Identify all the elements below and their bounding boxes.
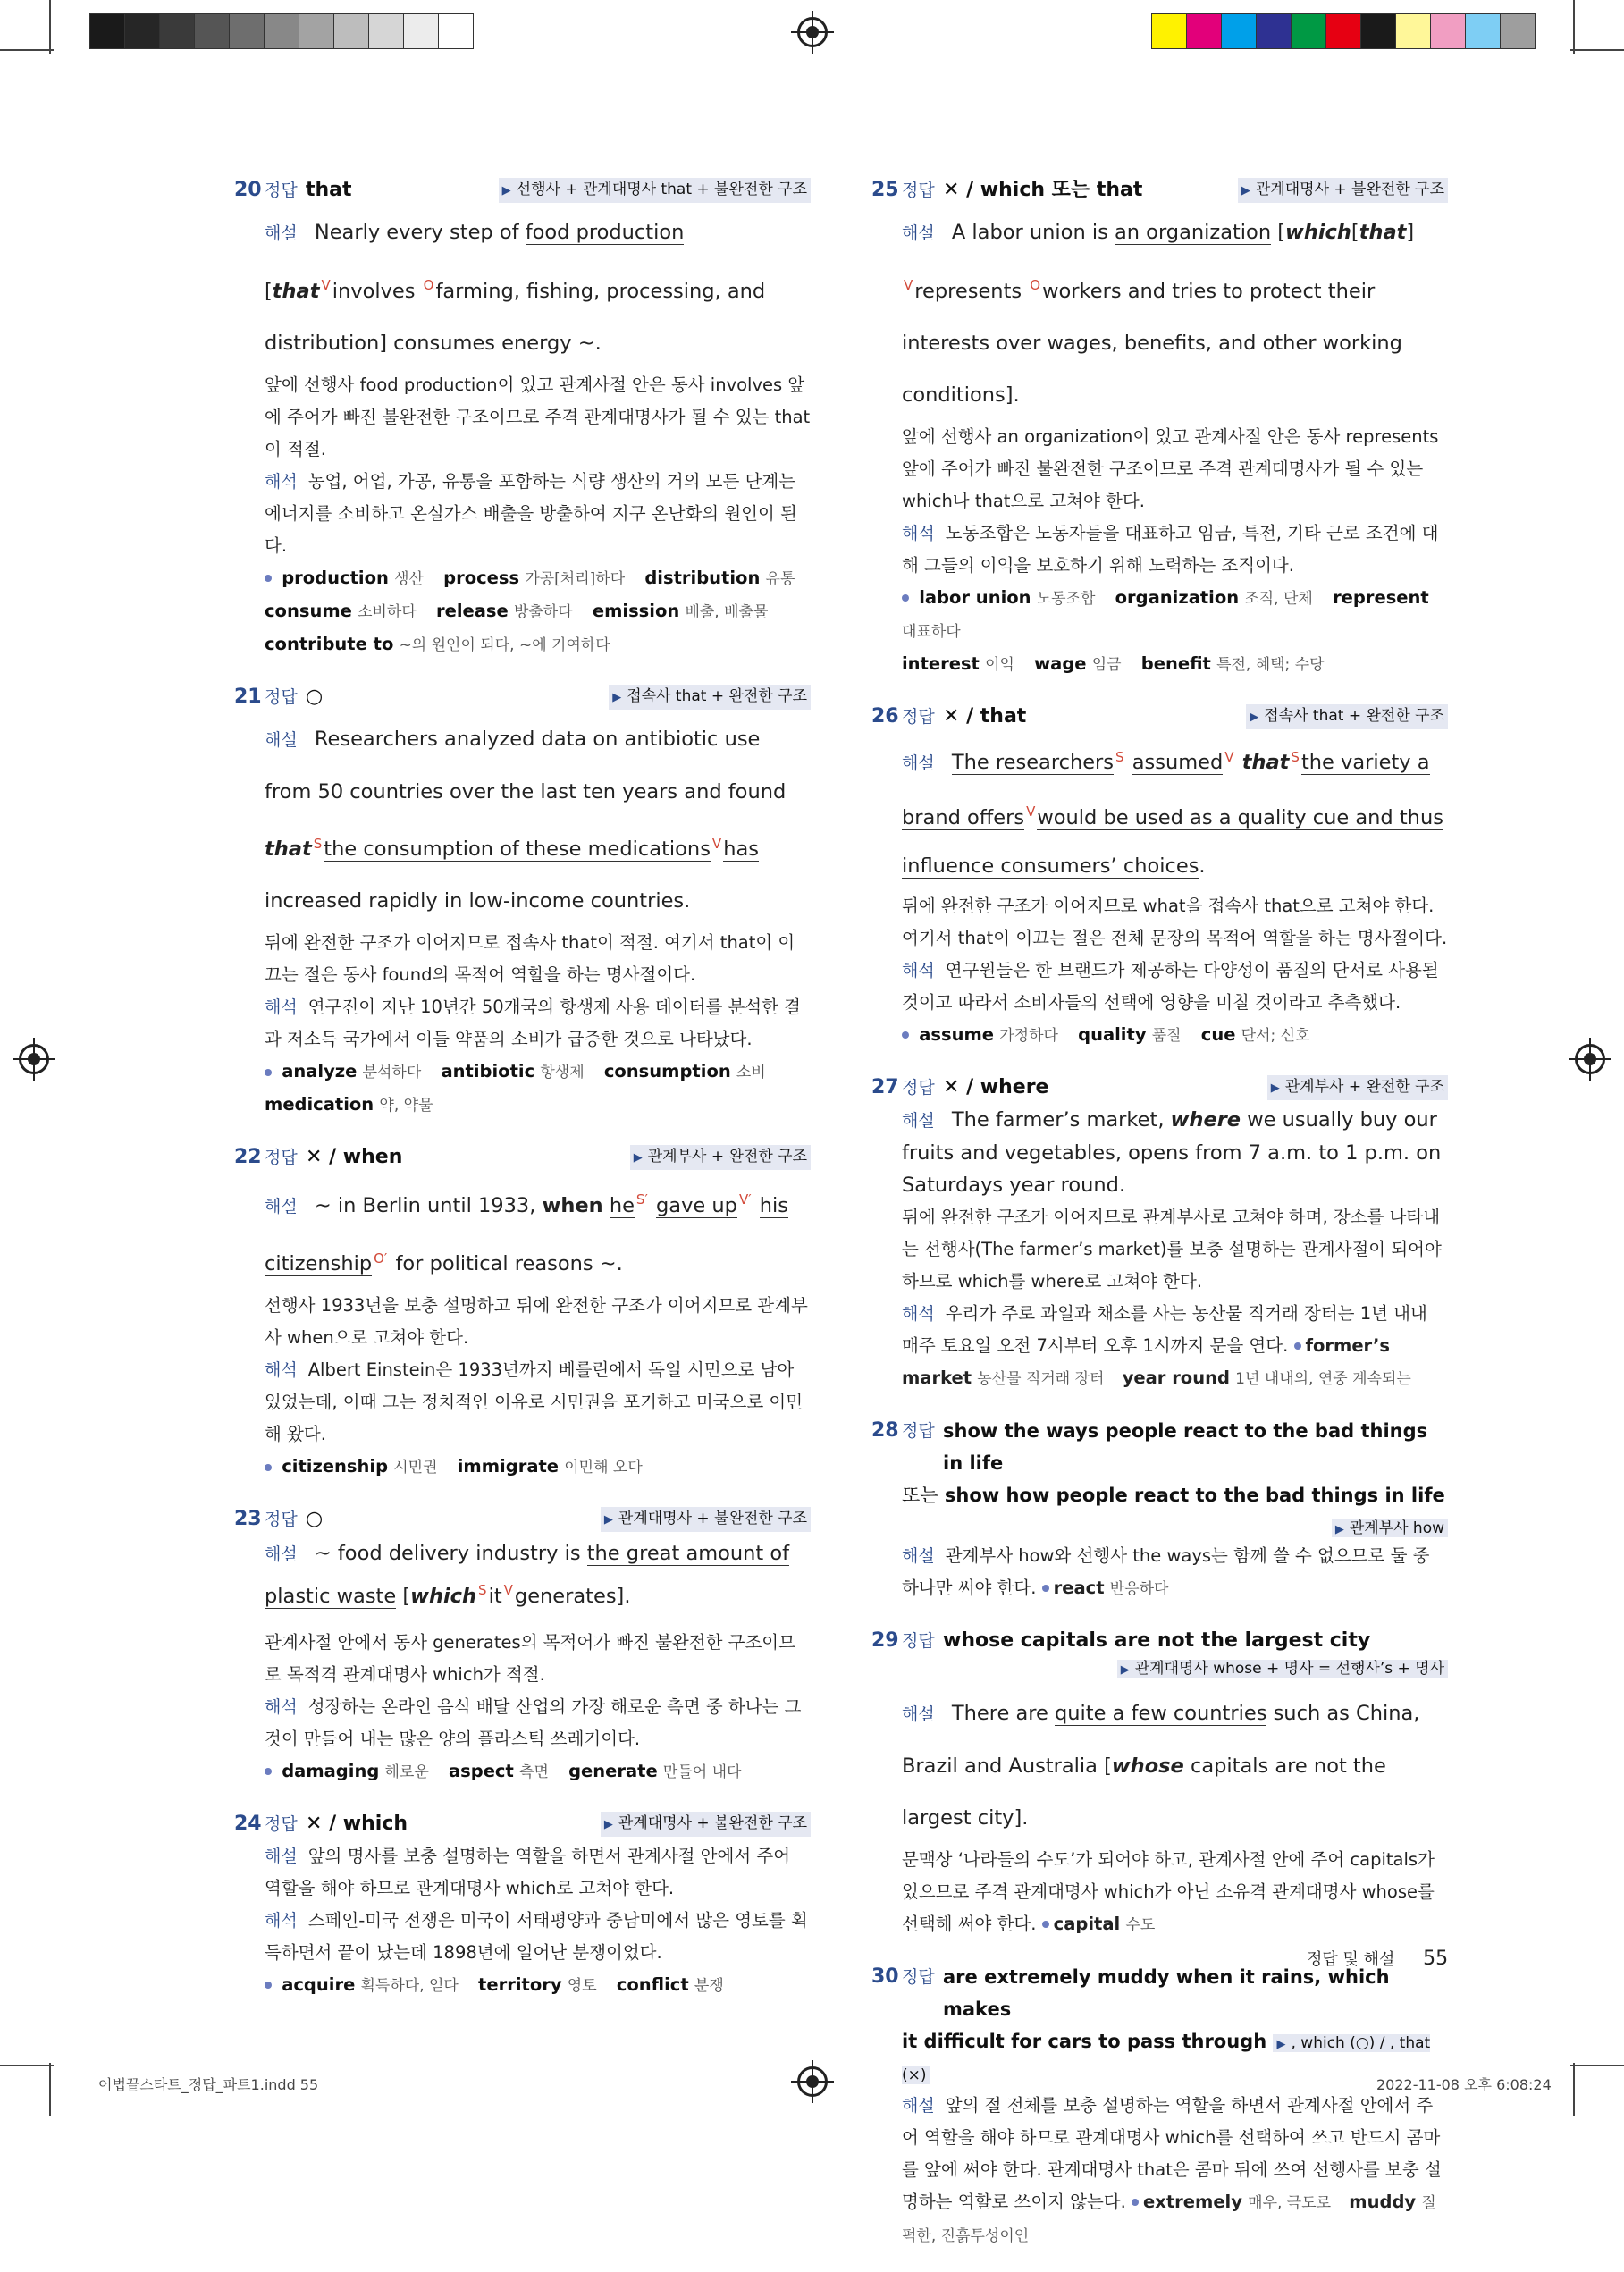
vocab-word: distribution	[644, 567, 761, 588]
explanation-label: 해설	[902, 2095, 935, 2116]
vocab-meaning: 소비	[736, 1064, 766, 1081]
crop-mark	[49, 0, 51, 54]
vocab-word: benefit	[1140, 652, 1211, 674]
explanation-english	[902, 733, 1448, 890]
translation-text: 우리가 주로 과일과 채소를 사는 농산물 직거래 장터는 1년 내내 매주 토요일 오전 7시부터 오후 1시까지 문을 연다.	[902, 1302, 1427, 1356]
question-number: 22	[234, 1146, 262, 1168]
answer-label: 정답	[902, 1077, 935, 1098]
bullet-icon	[265, 1982, 272, 1989]
bullet-icon	[265, 1768, 272, 1775]
slug-file: 어법끝스타트_정답_파트1.indd 55	[98, 2076, 319, 2093]
vocab-word: contribute to	[265, 633, 394, 654]
answer-text: are extremely muddy when it rains, which makes	[943, 1965, 1390, 2020]
question-number: 28	[871, 1418, 899, 1442]
vocab-meaning: 품질	[1151, 1026, 1182, 1045]
vocab-meaning: 항생제	[540, 1064, 585, 1081]
vocab-word: wage	[1034, 652, 1087, 674]
vocab-word: quality	[1078, 1023, 1147, 1045]
explanation-korean: 앞에 선행사 an organization이 있고 관계사절 안은 동사 represents 앞에 주어가 빠진 불완전한 구조이므로 주격 관계대명사가 될 수 있는 which나 that으로 고쳐야 한다.	[902, 425, 1439, 511]
crop-mark	[1573, 0, 1575, 54]
answer-text: ✕ / which	[306, 1812, 408, 1835]
color-swatch	[264, 13, 299, 49]
answer-text: ○	[306, 1508, 324, 1530]
translation	[265, 1691, 811, 1755]
color-swatch	[1325, 13, 1361, 49]
answer-text: ✕ / when	[306, 1146, 403, 1168]
explanation-korean: 뒤에 완전한 구조가 이어지므로 접속사 that이 적절. 여기서 that이 이끄는 절은 동사 found의 목적어 역할을 하는 명사절이다.	[265, 932, 795, 985]
color-swatch	[1221, 13, 1257, 49]
bullet-icon	[265, 1464, 272, 1471]
explanation-text: 앞의 명사를 보충 설명하는 역할을 하면서 관계사절 안에서 주어 역할을 해야 하므로 관계대명사 which로 고쳐야 한다.	[265, 1845, 791, 1898]
translation-label: 해석	[265, 997, 298, 1017]
bullet-icon	[1042, 1585, 1049, 1592]
vocab-word: consumption	[603, 1061, 731, 1081]
answer-label: 정답	[265, 1813, 298, 1834]
vocab-word: labor union	[919, 586, 1031, 608]
answer-alt-text: show how people react to the bad things in life	[944, 1484, 1445, 1506]
bullet-icon	[902, 594, 909, 602]
vocabulary-list	[902, 1019, 1448, 1052]
translation-label: 해석	[902, 1303, 935, 1324]
color-swatch	[1256, 13, 1292, 49]
vocab-word: aspect	[448, 1760, 514, 1781]
vocabulary-list	[265, 562, 811, 661]
vocab-meaning: 소비하다	[358, 602, 417, 621]
answer-label: 정답	[265, 686, 298, 707]
answer-text: that	[306, 179, 352, 201]
translation-text: 연구진이 지난 10년간 50개국의 항생제 사용 데이터를 분석한 결과 저소득 국가에서 이들 약품의 소비가 급증한 것으로 나타났다.	[265, 997, 802, 1049]
explanation-korean: 뒤에 완전한 구조가 이어지므로 관계부사로 고쳐야 하며, 장소를 나타내는 선행사(The farmer’s market)를 보충 설명하는 관계사절이 되어야 하므로 which를 where로 고쳐야 한다.	[902, 1206, 1442, 1292]
vocab-meaning: 생산	[394, 569, 424, 588]
vocab-meaning: 유통	[765, 569, 795, 588]
answer-label: 정답	[902, 706, 935, 727]
vocab-meaning: 만들어 내다	[662, 1763, 742, 1781]
question-23	[234, 1503, 811, 1788]
color-swatch	[124, 13, 160, 49]
grammar-tag: ▶ 관계대명사 + 불완전한 구조	[1238, 178, 1448, 203]
explanation-english	[902, 1104, 1448, 1201]
vocab-word: damaging	[282, 1760, 380, 1781]
vocabulary-list	[265, 1969, 811, 2002]
crop-mark	[1570, 2065, 1624, 2066]
explanation-korean	[902, 2090, 1448, 2252]
registration-mark-icon	[797, 2066, 828, 2097]
vocab-meaning: 이익	[985, 655, 1014, 674]
vocab-meaning: 매우, 극도로	[1248, 2193, 1332, 2212]
crop-mark	[0, 2065, 54, 2066]
explanation-label: 해설	[265, 223, 298, 243]
vocab-meaning: 약, 약물	[379, 1097, 433, 1115]
vocab-meaning: 해로운	[384, 1763, 429, 1781]
translation-label: 해석	[265, 1910, 298, 1931]
answer-text: whose capitals are not the largest city	[943, 1628, 1371, 1652]
vocab-word: medication	[265, 1094, 374, 1115]
translation-text: 노동조합은 노동자들을 대표하고 임금, 특전, 기타 근로 조건에 대해 그들의 이익을 보호하기 위해 노력하는 조직이다.	[902, 522, 1439, 576]
color-swatch	[368, 13, 404, 49]
answer-label: 정답	[902, 181, 935, 200]
bullet-icon	[1294, 1342, 1301, 1350]
answer-text: ○	[306, 685, 324, 708]
vocab-meaning: 시민권	[393, 1459, 438, 1477]
explanation-english	[265, 713, 811, 928]
question-number: 26	[871, 704, 899, 728]
english-sentence: A labor union is an organization [which[that] $^V$represents $^O$workers and tries to protect their interests over wages, benefits, and other working conditions].	[902, 221, 1415, 407]
question-22	[234, 1141, 811, 1484]
explanation-english	[902, 1687, 1448, 1844]
vocab-word: muddy	[1349, 2191, 1417, 2212]
color-swatch	[1360, 13, 1396, 49]
english-sentence: The researchers $^S$ assumed $^V$ that $^S$the variety a brand offers $^V$would be used as a quality cue and thus influence consumers’ choices.	[902, 748, 1443, 878]
translation-label: 해석	[265, 1696, 298, 1717]
grammar-tag: ▶ 관계대명사 whose + 명사 = 선행사’s + 명사	[1117, 1660, 1448, 1678]
color-swatch	[1465, 13, 1501, 49]
answer-label: 정답	[265, 1510, 298, 1529]
answer-label: 정답	[902, 1420, 935, 1441]
grammar-tag: ▶ 관계부사 + 완전한 구조	[630, 1145, 811, 1170]
question-number: 20	[234, 179, 262, 201]
explanation-korean	[902, 1844, 1448, 1941]
vocabulary-list	[265, 1451, 811, 1484]
translation	[265, 466, 811, 562]
question-24	[234, 1808, 811, 2002]
translation-text: 연구원들은 한 브랜드가 제공하는 다양성이 품질의 단서로 사용될 것이고 따라서 소비자들의 선택에 영향을 미칠 것이라고 추측했다.	[902, 959, 1439, 1013]
color-swatch	[333, 13, 369, 49]
slug-date: 2022-11-08 오후 6:08:24	[1376, 2076, 1552, 2093]
question-25	[871, 174, 1448, 681]
left-column	[234, 174, 811, 2022]
vocab-word: former’s market	[902, 1334, 1391, 1388]
page-footer	[1307, 1947, 1448, 1970]
registration-mark-icon	[797, 17, 828, 47]
color-swatch	[299, 13, 334, 49]
color-swatch	[159, 13, 195, 49]
color-swatch	[1430, 13, 1466, 49]
vocab-word: process	[443, 567, 520, 588]
grammar-tag: ▶ 관계대명사 + 불완전한 구조	[601, 1507, 811, 1532]
vocab-meaning: 수도	[1125, 1915, 1156, 1934]
vocab-word: represent	[1333, 586, 1429, 608]
footer-section: 정답 및 해설	[1307, 1950, 1395, 1969]
question-21	[234, 681, 811, 1123]
vocab-word: immigrate	[457, 1456, 560, 1477]
question-20	[234, 174, 811, 661]
registration-mark-icon	[19, 1044, 49, 1074]
vocab-meaning: 단서; 신호	[1241, 1026, 1310, 1045]
explanation-korean: 앞에 선행사 food production이 있고 관계사절 안은 동사 involves 앞에 주어가 빠진 불완전한 구조이므로 주격 관계대명사가 될 수 있는 that이 적절.	[265, 374, 811, 459]
translation-label: 해석	[265, 471, 298, 492]
vocab-word: analyze	[282, 1061, 358, 1081]
explanation-label: 해설	[902, 1110, 935, 1131]
answer-label: 정답	[265, 181, 298, 200]
color-swatch	[1500, 13, 1536, 49]
question-number: 24	[234, 1812, 262, 1835]
vocabulary-list	[265, 1755, 811, 1788]
vocab-meaning: 임금	[1091, 655, 1122, 674]
translation-text: 농업, 어업, 가공, 유통을 포함하는 식량 생산의 거의 모든 단계는 에너지를 소비하고 온실가스 배출을 방출하여 지구 온난화의 원인이 된다.	[265, 470, 797, 556]
question-28	[871, 1415, 1448, 1605]
question-30	[871, 1961, 1448, 2252]
vocab-meaning: 노동조합	[1036, 589, 1096, 608]
answer-label: 정답	[902, 1966, 935, 1987]
color-swatch	[1291, 13, 1326, 49]
question-27	[871, 1072, 1448, 1395]
vocab-meaning: ~의 원인이 되다, ~에 기여하다	[399, 635, 610, 654]
explanation-label: 해설	[265, 1196, 298, 1216]
registration-mark-icon	[1575, 1044, 1605, 1074]
vocab-meaning: 획득하다, 얻다	[360, 1976, 459, 1995]
color-swatch	[438, 13, 474, 49]
explanation-korean	[902, 1540, 1448, 1605]
vocab-meaning: 측면	[519, 1763, 549, 1781]
color-swatch	[1151, 13, 1187, 49]
vocab-meaning: 대표하다	[902, 622, 961, 641]
vocab-meaning: 1년 내내의, 연중 계속되는	[1235, 1369, 1411, 1388]
vocab-word: organization	[1115, 586, 1240, 608]
vocab-meaning: 특전, 혜택; 수당	[1216, 655, 1325, 674]
question-number: 29	[871, 1628, 899, 1652]
color-swatch	[403, 13, 439, 49]
vocab-word: emission	[592, 600, 680, 621]
translation-text: 스페인-미국 전쟁은 미국이 서태평양과 중남미에서 많은 영토를 획득하면서 끝이 났는데 1898년에 일어난 분쟁이었다.	[265, 1909, 808, 1963]
question-number: 23	[234, 1508, 262, 1530]
color-swatch	[1186, 13, 1222, 49]
grammar-tag: ▶ 접속사 that + 완전한 구조	[1246, 704, 1448, 729]
english-sentence: There are quite a few countries such as China, Brazil and Australia [whose capitals are not the largest city].	[902, 1701, 1420, 1830]
translation-label: 해석	[265, 1360, 298, 1380]
grammar-tag: ▶ 선행사 + 관계대명사 that + 불완전한 구조	[499, 178, 811, 203]
vocab-word: citizenship	[282, 1456, 389, 1477]
vocab-word: consume	[265, 600, 352, 621]
translation	[902, 518, 1448, 582]
vocab-meaning: 분석하다	[362, 1064, 422, 1081]
question-number: 25	[871, 179, 899, 201]
vocabulary-list	[902, 582, 1448, 681]
vocab-word: territory	[478, 1973, 562, 1995]
explanation-korean: 뒤에 완전한 구조가 이어지므로 what을 접속사 that으로 고쳐야 한다. 여기서 that이 이끄는 절은 전체 문장의 목적어 역할을 하는 명사절이다.	[902, 895, 1448, 948]
translation	[265, 1905, 811, 1969]
translation-label: 해석	[902, 960, 935, 980]
translation	[265, 991, 811, 1056]
answer-or: 또는	[902, 1484, 938, 1506]
color-swatch	[89, 13, 125, 49]
answer-text: ✕ / where	[943, 1075, 1049, 1098]
translation-text: 성장하는 온라인 음식 배달 산업의 가장 해로운 측면 중 하나는 그것이 만들어 내는 많은 양의 플라스틱 쓰레기이다.	[265, 1696, 802, 1749]
explanation-korean: 선행사 1933년을 보충 설명하고 뒤에 완전한 구조가 이어지므로 관계부사 when으로 고쳐야 한다.	[265, 1295, 808, 1348]
bullet-icon	[265, 575, 272, 582]
explanation-label: 해설	[265, 729, 298, 750]
color-swatch	[229, 13, 265, 49]
vocab-word: antibiotic	[441, 1061, 535, 1081]
vocab-word: conflict	[616, 1973, 689, 1995]
bullet-icon	[1132, 2199, 1139, 2206]
grammar-tag: ▶ 관계부사 + 완전한 구조	[1267, 1075, 1448, 1100]
vocab-word: assume	[919, 1023, 995, 1045]
crop-mark	[1573, 2063, 1575, 2116]
english-sentence: Researchers analyzed data on antibiotic use from 50 countries over the last ten years and found that $^S$the consumption of these medications $^V$has increased rapidly in low-income countries.	[265, 727, 787, 913]
bullet-icon	[902, 1031, 909, 1039]
grammar-tag: ▶ 접속사 that + 완전한 구조	[609, 685, 811, 710]
vocab-meaning: 조직, 단체	[1244, 589, 1313, 608]
question-29	[871, 1625, 1448, 1941]
answer-label: 정답	[902, 1630, 935, 1651]
vocab-meaning: 가공[처리]하다	[525, 569, 626, 588]
vocab-word: react	[1053, 1577, 1105, 1598]
vocab-meaning: 방출하다	[513, 602, 573, 621]
crop-mark	[49, 2063, 51, 2116]
question-number: 21	[234, 685, 262, 708]
crop-mark	[0, 49, 54, 51]
vocab-meaning: 반응하다	[1109, 1579, 1169, 1598]
grammar-tag: ▶ , which (○) / , that (×)	[902, 2034, 1430, 2084]
translation	[902, 1298, 1448, 1395]
color-swatch	[1395, 13, 1431, 49]
color-swatch	[194, 13, 230, 49]
explanation-english	[265, 206, 811, 369]
explanation-text: 문맥상 ‘나라들의 수도’가 되어야 하고, 관계사절 안에 주어 capitals가 있으므로 주격 관계대명사 which가 아닌 소유격 관계대명사 whose를 선택해 써야 한다.	[902, 1848, 1435, 1934]
vocab-word: acquire	[282, 1973, 356, 1995]
vocab-meaning: 이민해 오다	[564, 1459, 643, 1477]
vocab-word: production	[282, 567, 389, 588]
answer-text: show the ways people react to the bad things in life	[943, 1419, 1428, 1474]
explanation-english	[265, 1174, 811, 1290]
explanation-label: 해설	[265, 1846, 298, 1866]
translation-label: 해석	[902, 523, 935, 543]
answer-text: ✕ / that	[943, 704, 1027, 728]
vocab-word: release	[435, 600, 509, 621]
vocab-meaning: 농산물 직거래 장터	[977, 1369, 1105, 1388]
explanation-text: 관계부사 how와 선행사 the ways는 함께 쓸 수 없으므로 둘 중 하나만 써야 한다.	[902, 1544, 1430, 1598]
crop-mark	[1570, 49, 1624, 51]
page-number: 55	[1423, 1948, 1449, 1970]
translation	[265, 1354, 811, 1451]
explanation-korean: 관계사절 안에서 동사 generates의 목적어가 빠진 불완전한 구조이므로 목적격 관계대명사 which가 적절.	[265, 1631, 795, 1685]
vocab-word: cue	[1200, 1023, 1236, 1045]
question-number: 27	[871, 1075, 899, 1098]
grammar-tag: ▶ 관계대명사 + 불완전한 구조	[601, 1812, 811, 1837]
english-sentence: ~ in Berlin until 1933, when he $^{S'}$ gave up $^{V'}$ his citizenship $^{O'}$ for political reasons ~.	[265, 1191, 789, 1275]
explanation-label: 해설	[265, 1544, 298, 1564]
explanation-label: 해설	[902, 1545, 935, 1566]
explanation-label: 해설	[902, 1704, 935, 1724]
explanation-english	[902, 206, 1448, 421]
bullet-icon	[1042, 1921, 1049, 1928]
english-sentence: ~ food delivery industry is the great amount of plastic waste [which $^S$it $^V$generates].	[265, 1542, 790, 1608]
explanation-label: 해설	[902, 753, 935, 773]
translation	[902, 955, 1448, 1019]
vocab-meaning: 분쟁	[694, 1976, 724, 1995]
explanation-english	[265, 1536, 811, 1614]
question-number: 30	[871, 1965, 899, 1988]
vocab-word: extremely	[1143, 2191, 1242, 2212]
vocab-meaning: 질퍽한, 진흙투성이인	[902, 2193, 1436, 2245]
english-sentence: The farmer’s market, where we usually buy our fruits and vegetables, opens from 7 a.m. to 1 p.m. on Saturdays year round.	[902, 1107, 1442, 1197]
answer-text-line2: it difficult for cars to pass through	[902, 2030, 1267, 2052]
bullet-icon	[265, 1069, 272, 1076]
vocab-word: generate	[568, 1760, 658, 1781]
explanation-korean	[265, 1840, 811, 1905]
english-sentence: Nearly every step of food production [that $^V$involves $^O$farming, fishing, processing, and distribution] consumes energy ~.	[265, 221, 766, 355]
grammar-tag: ▶ 관계부사 how	[1332, 1519, 1448, 1537]
answer-text: ✕ / which 또는 that	[943, 179, 1143, 201]
vocab-meaning: 가정하다	[999, 1026, 1058, 1045]
question-26	[871, 701, 1448, 1052]
vocab-meaning: 영토	[567, 1976, 597, 1995]
vocab-word: capital	[1053, 1913, 1121, 1934]
translation-text: Albert Einstein은 1933년까지 베를린에서 독일 시민으로 남아 있었는데, 이때 그는 정치적인 이유로 시민권을 포기하고 미국으로 이민해 왔다.	[265, 1359, 804, 1444]
vocab-meaning: 배출, 배출물	[685, 602, 769, 621]
answer-label: 정답	[265, 1148, 298, 1167]
vocabulary-list	[265, 1056, 811, 1122]
vocab-word: year round	[1122, 1367, 1230, 1388]
explanation-text: 앞의 절 전체를 보충 설명하는 역할을 하면서 관계사절 안에서 주어 역할을 해야 하므로 관계대명사 which를 선택하여 쓰고 반드시 콤마를 앞에 써야 한다. 관계대명사 that은 콤마 뒤에 쓰여 선행사를 보충 설명하는 역할로 쓰이지 않는다.	[902, 2094, 1442, 2212]
explanation-label: 해설	[902, 223, 935, 243]
vocab-word: interest	[902, 652, 980, 674]
